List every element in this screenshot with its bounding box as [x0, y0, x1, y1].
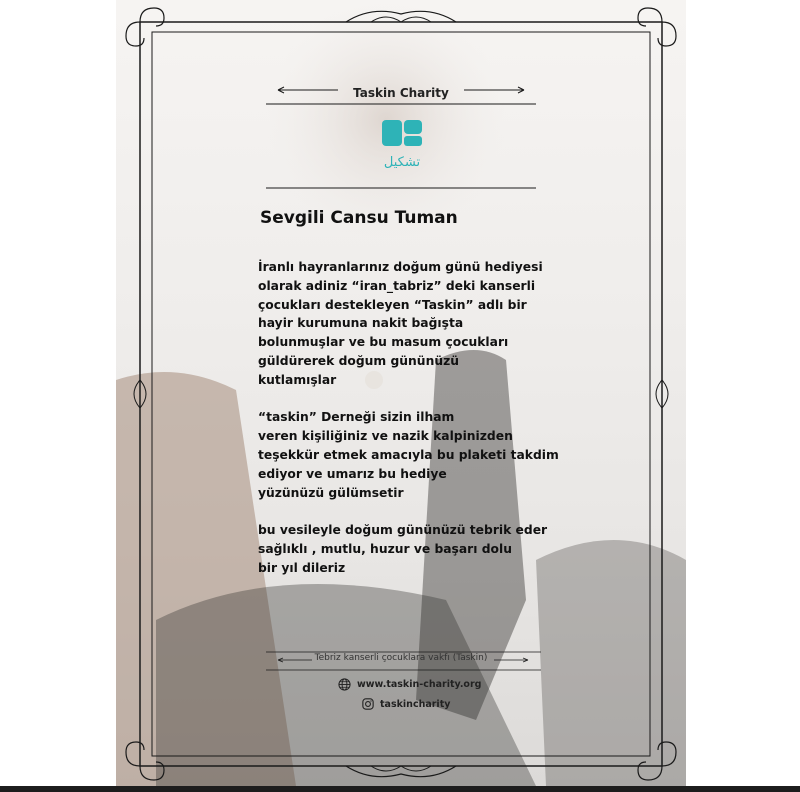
salutation: Sevgili Cansu Tuman — [260, 208, 458, 228]
paragraph-1: İranlı hayranlarınız doğum günü hediyesi olarak adiniz “iran_tabriz” deki kanserli çocukları destekleyen “Taskin” adlı bir hayir kurumuna nakit bağışta bolunmuşlar ve bu masum çocukları güldürerek doğum gününüzü kutlamışlar — [258, 260, 543, 387]
instagram-row — [362, 698, 450, 710]
footer-tagline: Tebriz kanserli çocuklara vakfı (Taskin) — [314, 653, 488, 663]
website-row — [338, 678, 481, 691]
paragraph-2: “taskin” Derneği sizin ilham veren kişiliğiniz ve nazik kalpinizden teşekkür etmek amacıyla bu plaketi takdim ediyor ve umarız bu hediye yüzünüzü gülümsetir — [258, 410, 559, 500]
taskin-logo — [380, 118, 424, 176]
bottom-bar — [0, 786, 800, 792]
website-link[interactable]: www.taskin-charity.org — [357, 679, 482, 690]
plaque — [116, 0, 686, 786]
org-name: Taskin Charity — [353, 86, 449, 100]
letter-body — [258, 258, 588, 596]
instagram-icon — [362, 698, 374, 710]
instagram-handle[interactable]: taskincharity — [380, 698, 451, 710]
globe-icon — [338, 678, 351, 691]
paragraph-3: bu vesileyle doğum gününüzü tebrik eder sağlıklı , mutlu, huzur ve başarı dolu bir yıl dileriz — [258, 523, 548, 575]
logo-text: تشکیل — [383, 155, 421, 170]
